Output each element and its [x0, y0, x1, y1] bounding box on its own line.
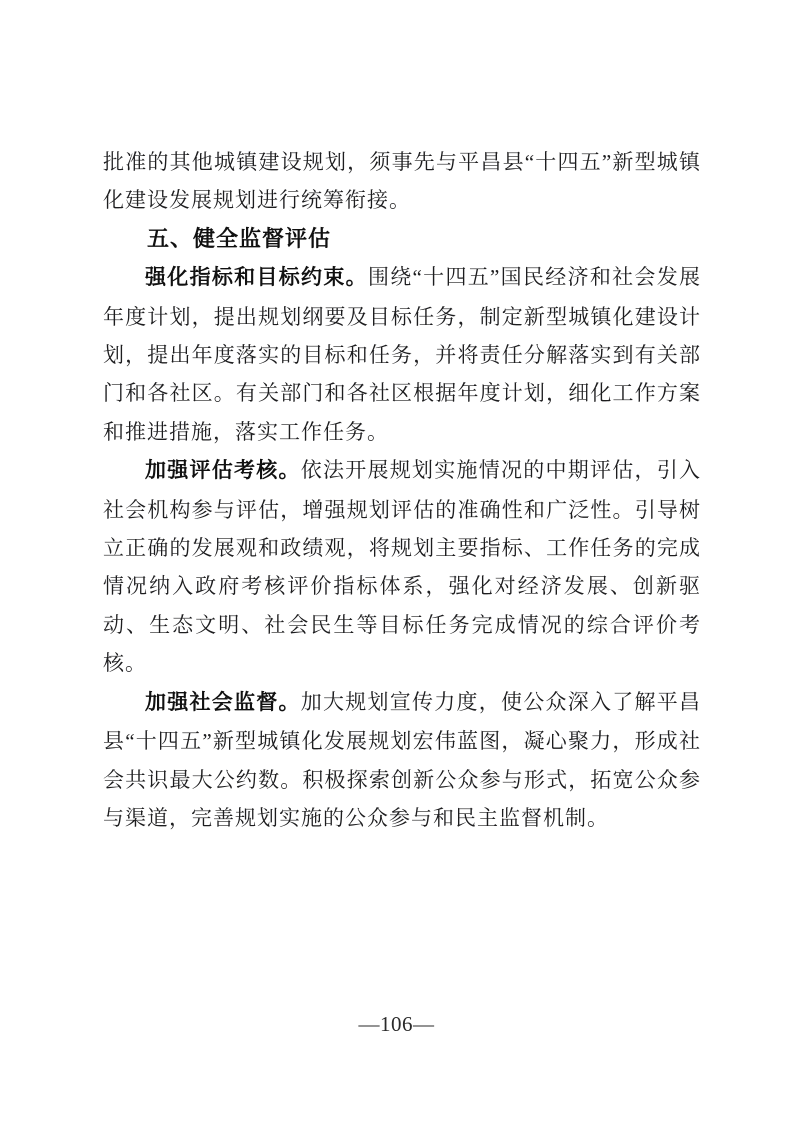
section-heading: 五、健全监督评估	[147, 225, 332, 251]
paragraph-text: 加大规划宣传力度，使公众深入了解平昌县“十四五”新型城镇化发展规划宏伟蓝图，凝心聚力，形成社会共识最大公约数。积极探索创新公众参与形式，拓宽公众参与渠道，完善规划实施的公众参与和民主监督机制。	[103, 689, 701, 830]
paragraph-strengthen-evaluation	[103, 451, 701, 682]
paragraph-continuation: 批准的其他城镇建设规划，须事先与平昌县“十四五”新型城镇化建设发展规划进行统筹衔接。	[103, 150, 701, 213]
paragraph-lead: 加强评估考核。	[145, 459, 301, 483]
page-footer	[0, 1012, 793, 1037]
document-content	[103, 143, 701, 837]
page-number: —106—	[358, 1012, 435, 1036]
paragraph-lead: 强化指标和目标约束。	[145, 266, 368, 290]
paragraph-strengthen-targets	[103, 258, 701, 451]
paragraph-text: 围绕“十四五”国民经济和社会发展年度计划，提出规划纲要及目标任务，制定新型城镇化建设计划，提出年度落实的目标和任务，并将责任分解落实到有关部门和各社区。有关部门和各社区根据年度计划，细化工作方案和推进措施，落实工作任务。	[103, 265, 702, 444]
paragraph-lead: 加强社会监督。	[145, 690, 301, 714]
paragraph-text: 依法开展规划实施情况的中期评估，引入社会机构参与评估，增强规划评估的准确性和广泛性。引导树立正确的发展观和政绩观，将规划主要指标、工作任务的完成情况纳入政府考核评价指标体系，强化对经济发展、创新驱动、生态文明、社会民生等目标任务完成情况的综合评价考核。	[103, 458, 701, 676]
paragraph-strengthen-supervision	[103, 683, 701, 838]
